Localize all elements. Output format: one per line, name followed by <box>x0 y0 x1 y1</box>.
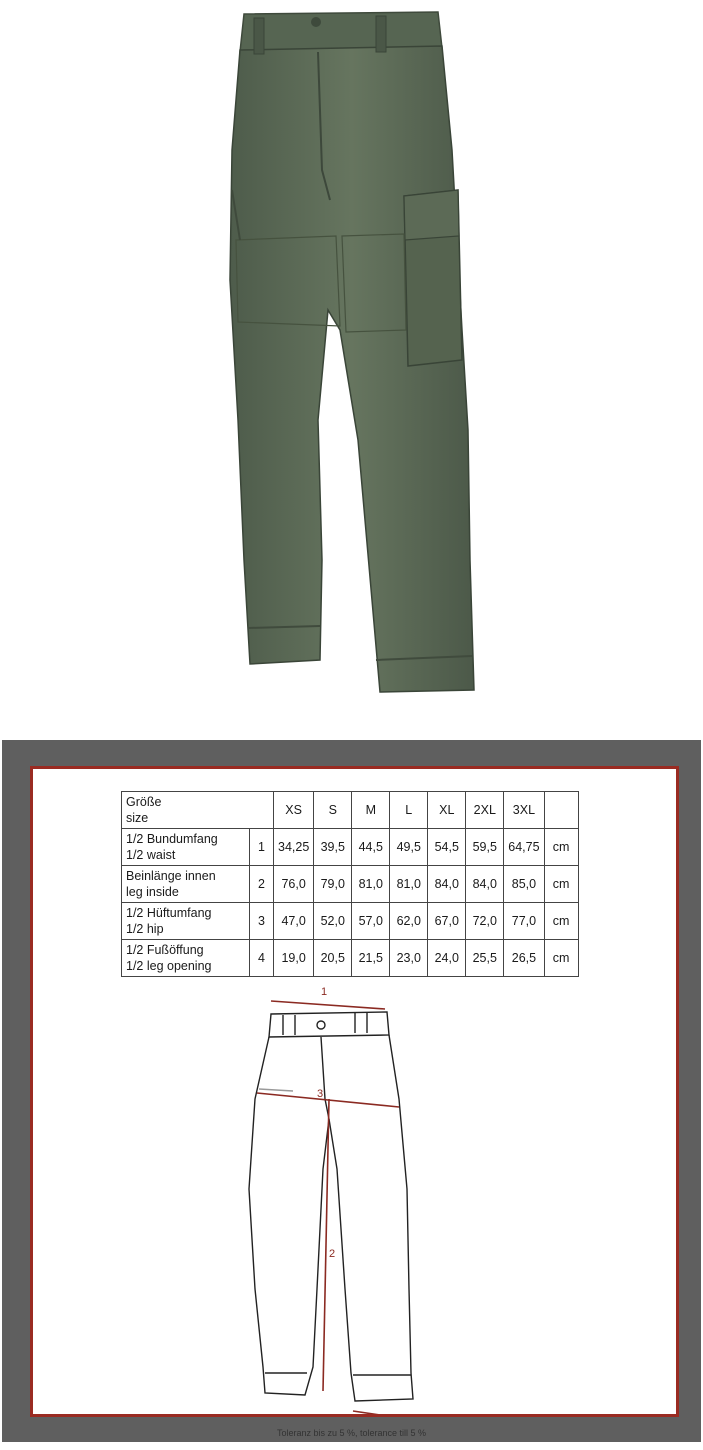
leg-opening-line <box>353 1411 407 1414</box>
table-cell: 64,75 <box>504 829 544 866</box>
row-label-de: 1/2 Hüftumfang <box>126 906 212 920</box>
measurement-lines <box>257 1001 407 1414</box>
table-cell: 20,5 <box>314 940 352 977</box>
row-number: 3 <box>250 903 274 940</box>
table-cell: 24,0 <box>428 940 466 977</box>
row-label-de: 1/2 Bundumfang <box>126 832 218 846</box>
size-xl: XL <box>428 792 466 829</box>
row-number: 1 <box>250 829 274 866</box>
table-cell: 47,0 <box>274 903 314 940</box>
size-chart-panel <box>2 740 701 1442</box>
size-2xl: 2XL <box>466 792 504 829</box>
row-label-de: 1/2 Fußöffung <box>126 943 204 957</box>
table-cell: 72,0 <box>466 903 504 940</box>
unit-cell: cm <box>544 940 578 977</box>
table-cell: 67,0 <box>428 903 466 940</box>
marker-3: 3 <box>317 1088 324 1100</box>
table-cell: 59,5 <box>466 829 504 866</box>
table-cell: 62,0 <box>390 903 428 940</box>
waist-line <box>271 1001 385 1009</box>
table-cell: 79,0 <box>314 866 352 903</box>
table-cell: 85,0 <box>504 866 544 903</box>
size-chart-frame <box>30 766 679 1417</box>
row-label-en: 1/2 leg opening <box>126 959 212 973</box>
table-cell: 52,0 <box>314 903 352 940</box>
table-cell: 21,5 <box>352 940 390 977</box>
row-label-de: Beinlänge innen <box>126 869 216 883</box>
tolerance-note: Toleranz bis zu 5 %, tolerance till 5 % <box>276 1428 427 1438</box>
size-xs: XS <box>274 792 314 829</box>
unit-cell: cm <box>544 829 578 866</box>
hip-line <box>257 1093 399 1107</box>
table-cell: 77,0 <box>504 903 544 940</box>
table-cell: 57,0 <box>352 903 390 940</box>
marker-2: 2 <box>329 1248 336 1260</box>
table-cell: 34,25 <box>274 829 314 866</box>
marker-1: 1 <box>321 986 328 998</box>
size-m: M <box>352 792 390 829</box>
size-3xl: 3XL <box>504 792 544 829</box>
table-cell: 19,0 <box>274 940 314 977</box>
table-cell: 25,5 <box>466 940 504 977</box>
table-cell: 26,5 <box>504 940 544 977</box>
size-s: S <box>314 792 352 829</box>
table-cell: 81,0 <box>390 866 428 903</box>
row-label-en: 1/2 hip <box>126 922 164 936</box>
size-label-en: size <box>126 811 149 825</box>
table-cell: 81,0 <box>352 866 390 903</box>
row-label-en: leg inside <box>126 885 179 899</box>
table-cell: 39,5 <box>314 829 352 866</box>
table-cell: 84,0 <box>428 866 466 903</box>
row-label-en: 1/2 waist <box>126 848 176 862</box>
unit-cell: cm <box>544 866 578 903</box>
size-label-de: Größe <box>126 795 162 809</box>
pants-outline <box>249 1012 413 1401</box>
unit-cell: cm <box>544 903 578 940</box>
row-number: 2 <box>250 866 274 903</box>
table-cell: 23,0 <box>390 940 428 977</box>
table-cell: 44,5 <box>352 829 390 866</box>
table-cell: 54,5 <box>428 829 466 866</box>
table-cell: 49,5 <box>390 829 428 866</box>
table-cell: 84,0 <box>466 866 504 903</box>
row-number: 4 <box>250 940 274 977</box>
size-l: L <box>390 792 428 829</box>
table-cell: 76,0 <box>274 866 314 903</box>
measurement-diagram <box>33 769 676 1414</box>
